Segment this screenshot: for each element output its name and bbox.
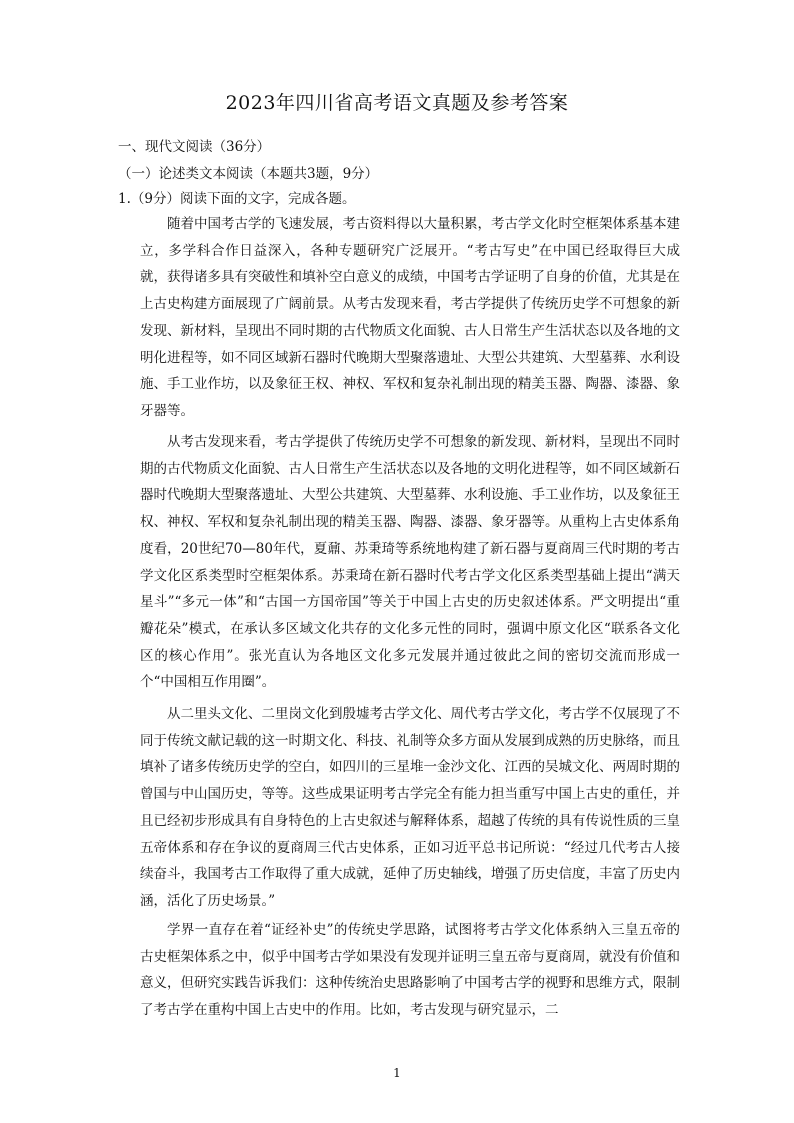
paragraph: 学界一直存在着“证经补史”的传统史学思路，试图将考古学文化体系纳入三皇五帝的古史框架体系之中，似乎中国考古学如果没有发现并证明三皇五帝与夏商周，就没有价值和意义，但研究实践告诉我们：这种传统治史思路影响了中国考古学的视野和思维方式，限制了考古学在重构中国上古史中的作用。比如，考古发现与研究显示，二 xyxy=(140,922,680,1019)
paragraph-3-block xyxy=(140,701,680,915)
document-title: 2023年四川省高考语文真题及参考答案 xyxy=(225,92,569,114)
question-label: 1.（9分）阅读下面的文字，完成各题。 xyxy=(118,191,356,207)
subsection-heading: （一）论述类文本阅读（本题共3题，9分） xyxy=(118,166,379,182)
section-heading: 一、现代文阅读（36分） xyxy=(118,139,271,155)
paragraph-2-block xyxy=(140,429,680,696)
paragraph-1-block xyxy=(140,211,680,425)
page-number: 1 xyxy=(393,1066,401,1080)
paragraph: 从二里头文化、二里岗文化到殷墟考古学文化、周代考古学文化，考古学不仅展现了不同于传统文献记载的这一时期文化、科技、礼制等众多方面从发展到成熟的历史脉络，而且填补了诸多传统历史学的空白，如四川的三星堆一金沙文化、江西的吴城文化、两周时期的曾国与中山国历史，等等。这些成果证明考古学完全有能力担当重写中国上古史的重任，并且已经初步形成具有自身特色的上古史叙述与解释体系，超越了传统的具有传说性质的三皇五帝体系和存在争议的夏商周三代古史体系，正如习近平总书记所说：“经过几代考古人接续奋斗，我国考古工作取得了重大成就，延伸了历史轴线，增强了历史信度，丰富了历史内涵，活化了历史场景。” xyxy=(140,706,680,909)
paragraph: 随着中国考古学的飞速发展，考古资料得以大量积累，考古学文化时空框架体系基本建立，多学科合作日益深入，各种专题研究广泛展开。“考古写史”在中国已经取得巨大成就，获得诸多具有突破性和填补空白意义的成绩，中国考古学证明了自身的价值，尤其是在上古史构建方面展现了广阔前景。从考古发现来看，考古学提供了传统历史学不可想象的新发现、新材料，呈现出不同时期的古代物质文化面貌、古人日常生产生活状态以及各地的文明化进程等，如不同区域新石器时代晚期大型聚落遗址、大型公共建筑、大型墓葬、水利设施、手工业作坊，以及象征王权、神权、军权和复杂礼制出现的精美玉器、陶器、漆器、象牙器等。 xyxy=(140,216,680,419)
paragraph: 从考古发现来看，考古学提供了传统历史学不可想象的新发现、新材料，呈现出不同时期的古代物质文化面貌、古人日常生产生活状态以及各地的文明化进程等，如不同区域新石器时代晚期大型聚落遗址、大型公共建筑、大型墓葬、水利设施、手工业作坊，以及象征王权、神权、军权和复杂礼制出现的精美玉器、陶器、漆器、象牙器等。从重构上古史体系角度看，20世纪70—80年代，夏鼐、苏秉琦等系统地构建了新石器与夏商周三代时期的考古学文化区系类型时空框架体系。苏秉琦在新石器时代考古学文化区系类型基础上提出“满天星斗”“多元一体”和“古国一方国帝国”等关于中国上古史的历史叙述体系。严文明提出“重瓣花朵”模式，在承认多区域文化共存的文化多元性的同时，强调中原文化区“联系各文化区的核心作用”。张光直认为各地区文化多元发展并通过彼此之间的密切交流而形成一个“中国相互作用圈”。 xyxy=(140,434,680,691)
paragraph-4-block xyxy=(140,917,680,1024)
